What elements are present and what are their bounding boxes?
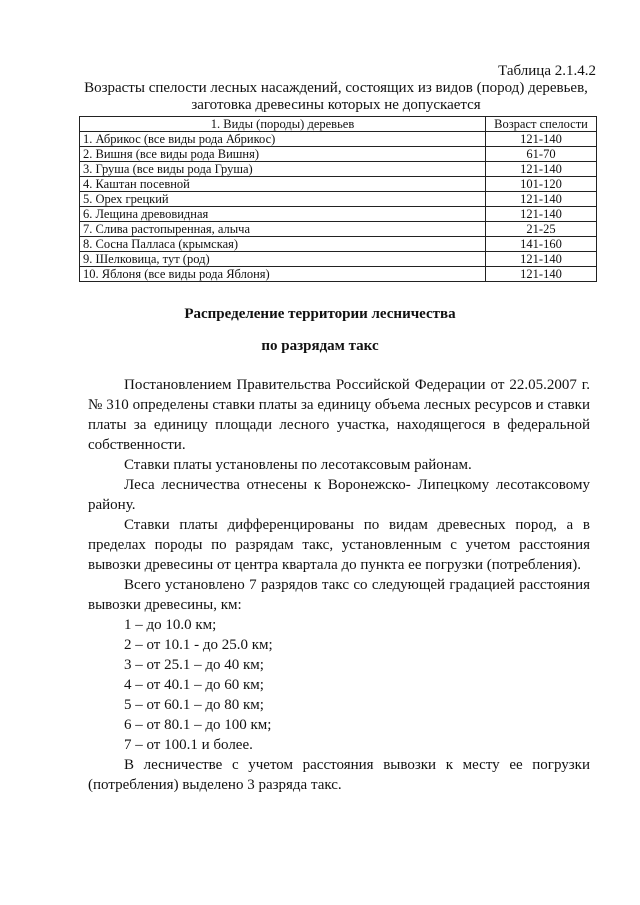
species-cell: 8. Сосна Палласа (крымская) [80, 237, 486, 252]
paragraph-resolution: Постановлением Правительства Российской Федерации от 22.05.2007 г. № 310 определены ставки платы за единицу объема лесных ресурсов и ставки платы за единицу площади лесного участка, находящегося в федеральной собственности. [88, 377, 590, 453]
species-cell: 2. Вишня (все виды рода Вишня) [80, 147, 486, 162]
age-cell: 121-140 [486, 267, 597, 282]
header-species: 1. Виды (породы) деревьев [80, 117, 486, 132]
species-cell: 5. Орех грецкий [80, 192, 486, 207]
species-cell: 6. Лещина древовидная [80, 207, 486, 222]
species-cell: 9. Шелковица, тут (род) [80, 252, 486, 267]
species-cell: 3. Груша (все виды рода Груша) [80, 162, 486, 177]
age-cell: 121-140 [486, 207, 597, 222]
table-row [80, 267, 597, 282]
paragraph-forest-district: Леса лесничества отнесены к Воронежско- Липецкому лесотаксовому району. [88, 477, 590, 513]
list-item: 1 – до 10.0 км; [124, 617, 217, 633]
list-item: 7 – от 100.1 и более. [124, 737, 253, 753]
age-cell: 21-25 [486, 222, 597, 237]
list-item: 2 – от 10.1 - до 25.0 км; [124, 637, 273, 653]
header-maturity-age: Возраст спелости [486, 117, 597, 132]
table-title [76, 80, 596, 114]
table-row [80, 192, 597, 207]
paragraph-three-categories: В лесничестве с учетом расстояния вывозки к месту ее погрузки (потребления) выделено 3 разряда такс. [88, 757, 590, 793]
age-cell: 121-140 [486, 192, 597, 207]
paragraph-rates-districts: Ставки платы установлены по лесотаксовым районам. [124, 457, 472, 473]
table-row [80, 207, 597, 222]
body-text [88, 375, 590, 795]
species-cell: 7. Слива растопыренная, алыча [80, 222, 486, 237]
section-heading-line-1: Распределение территории лесничества [184, 306, 456, 322]
paragraph-rates-differentiated: Ставки платы дифференцированы по видам древесных пород, а в пределах породы по разрядам такс, установленным с учетом расстояния вывозки древесины от центра квартала до пункта ее погрузки (потребления). [88, 517, 590, 573]
table-number: Таблица 2.1.4.2 [498, 63, 596, 79]
section-heading-line-2: по разрядам такс [261, 338, 379, 354]
age-cell: 61-70 [486, 147, 597, 162]
table-row [80, 162, 597, 177]
species-cell: 4. Каштан посевной [80, 177, 486, 192]
table-title-line-1: Возрасты спелости лесных насаждений, состоящих из видов (пород) деревьев, [84, 80, 588, 96]
table-row [80, 177, 597, 192]
age-cell: 121-140 [486, 162, 597, 177]
table-row [80, 237, 597, 252]
table-row [80, 147, 597, 162]
table-row [80, 132, 597, 147]
list-item: 5 – от 60.1 – до 80 км; [124, 697, 264, 713]
maturity-age-table [79, 116, 597, 282]
age-cell: 121-140 [486, 132, 597, 147]
species-cell: 1. Абрикос (все виды рода Абрикос) [80, 132, 486, 147]
table-row [80, 222, 597, 237]
list-item: 3 – от 25.1 – до 40 км; [124, 657, 264, 673]
age-cell: 141-160 [486, 237, 597, 252]
paragraph-seven-categories: Всего установлено 7 разрядов такс со следующей градацией расстояния вывозки древесины, км: [88, 577, 590, 613]
table-header-row [80, 117, 597, 132]
table-row [80, 252, 597, 267]
species-cell: 10. Яблоня (все виды рода Яблоня) [80, 267, 486, 282]
table-title-line-2: заготовка древесины которых не допускается [191, 97, 481, 113]
age-cell: 121-140 [486, 252, 597, 267]
list-item: 6 – от 80.1 – до 100 км; [124, 717, 272, 733]
list-item: 4 – от 40.1 – до 60 км; [124, 677, 264, 693]
age-cell: 101-120 [486, 177, 597, 192]
